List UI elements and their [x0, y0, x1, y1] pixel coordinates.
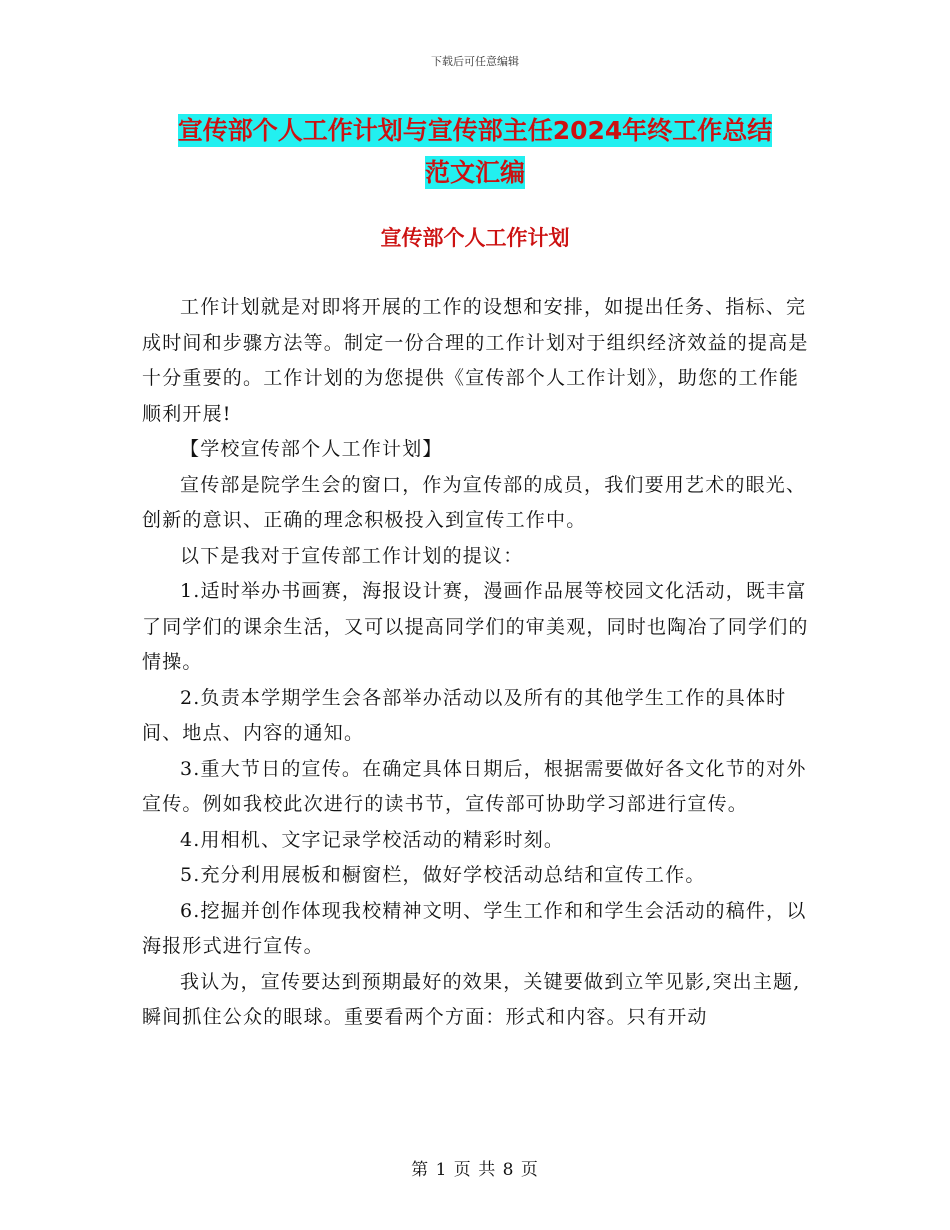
page-number-footer: 第 1 页 共 8 页: [411, 1160, 539, 1180]
paragraph: 2.负责本学期学生会各部举办活动以及所有的其他学生工作的具体时间、地点、内容的通知。: [142, 686, 787, 744]
document-title: [140, 110, 810, 194]
title-line-2: 范文汇编: [424, 158, 525, 187]
paragraph: 以下是我对于宣传部工作计划的提议：: [180, 544, 524, 567]
paragraph: 4.用相机、文字记录学校活动的精彩时刻。: [180, 828, 565, 851]
paragraph: 1.适时举办书画赛，海报设计赛，漫画作品展等校园文化活动，既丰富了同学们的课余生活，又可以提高同学们的审美观，同时也陶冶了同学们的情操。: [142, 580, 809, 673]
paragraph: 工作计划就是对即将开展的工作的设想和安排，如提出任务、指标、完成时间和步骤方法等。制定一份合理的工作计划对于组织经济效益的提高是十分重要的。工作计划的为您提供《宣传部个人工作计划》，助您的工作能顺利开展!: [142, 296, 809, 425]
paragraph: 5.充分利用展板和橱窗栏，做好学校活动总结和宣传工作。: [180, 864, 706, 886]
paragraph: 宣传部是院学生会的窗口，作为宣传部的成员，我们要用艺术的眼光、创新的意识、正确的理念积极投入到宣传工作中。: [142, 473, 807, 531]
paragraph: 【学校宣传部个人工作计划】: [180, 438, 443, 460]
paragraph: 我认为，宣传要达到预期最好的效果，关键要做到立竿见影,突出主题,瞬间抓住公众的眼球。重要看两个方面：形式和内容。只有开动: [142, 970, 801, 1028]
paragraph: 3.重大节日的宣传。在确定具体日期后，根据需要做好各文化节的对外宣传。例如我校此次进行的读书节，宣传部可协助学习部进行宣传。: [142, 757, 807, 815]
section-title: 宣传部个人工作计划: [380, 226, 570, 250]
title-line-1: 宣传部个人工作计划与宣传部主任2024年终工作总结: [177, 116, 773, 145]
paragraph: 6.挖掘并创作体现我校精神文明、学生工作和和学生会活动的稿件，以海报形式进行宣传。: [142, 899, 807, 957]
header-note: 下载后可任意编辑: [431, 55, 519, 68]
document-body: [142, 290, 810, 1036]
